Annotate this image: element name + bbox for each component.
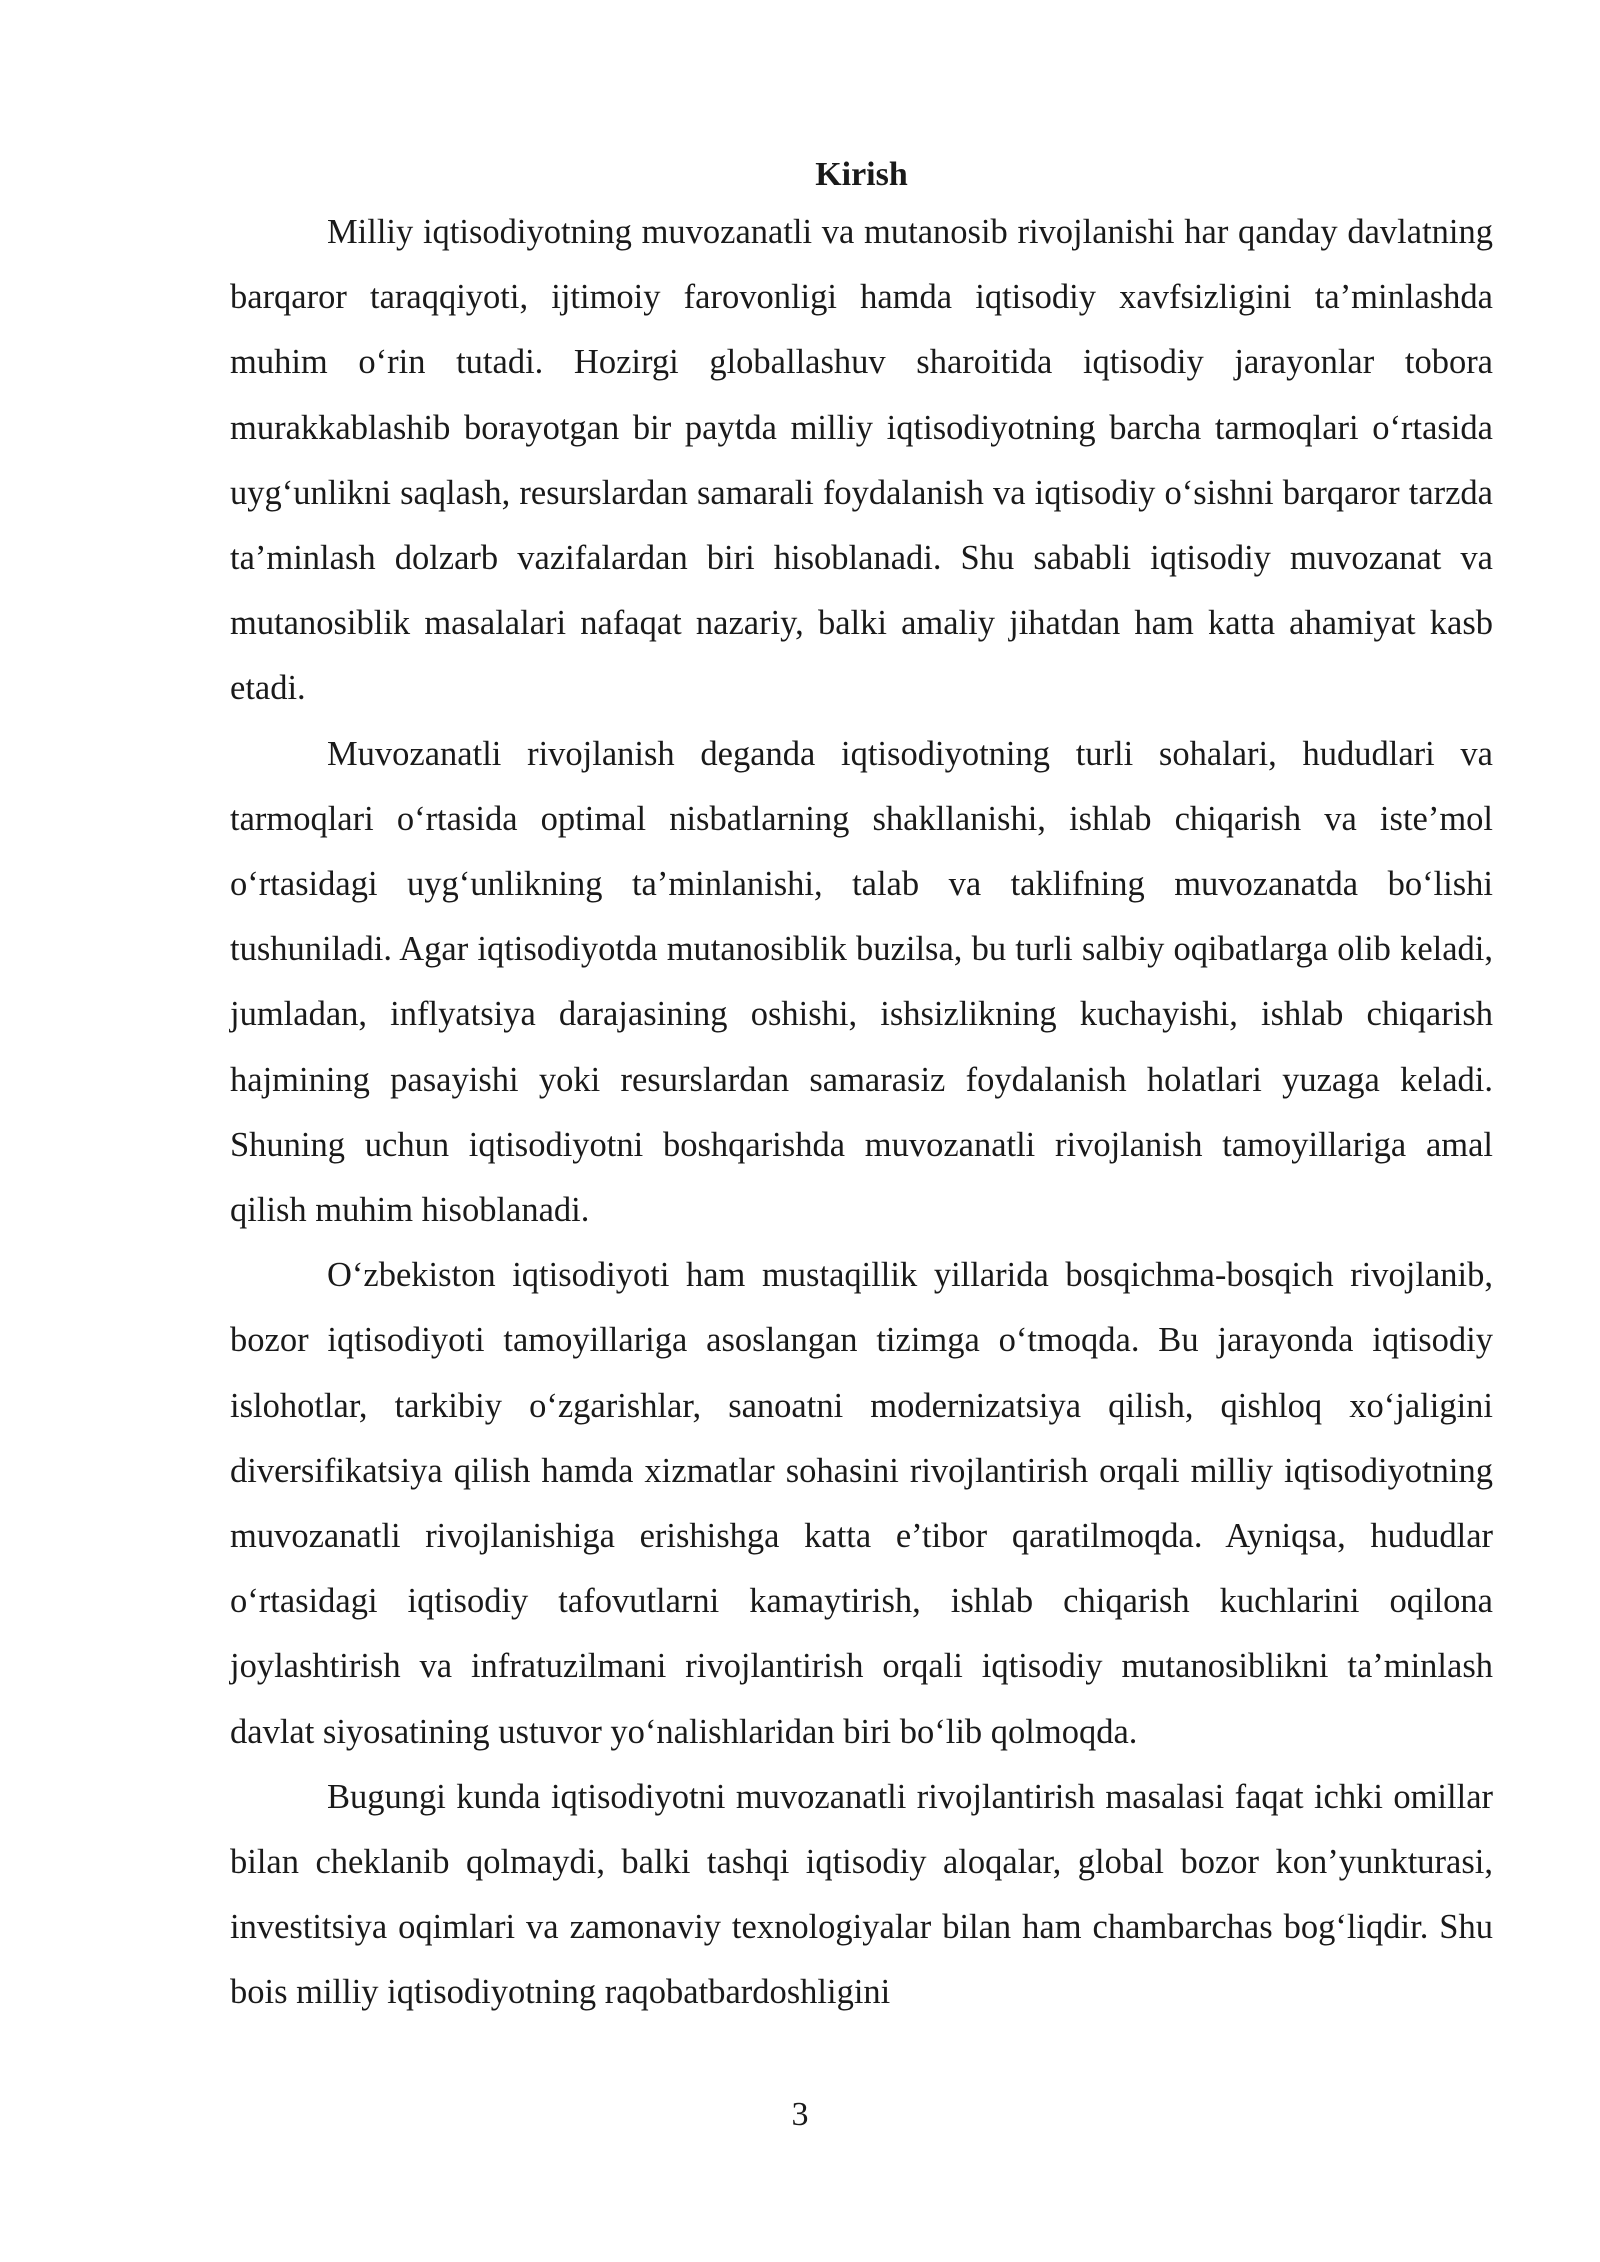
paragraph-2: Muvozanatli rivojlanish deganda iqtisodiyotning turli sohalari, hududlari va tarmoqlari o‘rtasida optimal nisbatlarning shakllanishi, ishlab chiqarish va iste’mol o‘rtasidagi uyg‘unlikning ta’minlanishi, talab va taklifning muvozanatda bo‘lishi tushuniladi. Agar iqtisodiyotda mutanosiblik buzilsa, bu turli salbiy oqibatlarga olib keladi, jumladan, inflyatsiya darajasining oshishi, ishsizlikning kuchayishi, ishlab chiqarish hajmining pasayishi yoki resurslardan samarasiz foydalanish holatlari yuzaga keladi. Shuning uchun iqtisodiyotni boshqarishda muvozanatli rivojlanish tamoyillariga amal qilish muhim hisoblanadi. [230, 734, 1493, 1230]
page-number: 3 [791, 2096, 809, 2133]
section-title: Kirish [815, 156, 908, 193]
paragraph-3: O‘zbekiston iqtisodiyoti ham mustaqillik yillarida bosqichma-bosqich rivojlanib, bozor iqtisodiyoti tamoyillariga asoslangan tizimga o‘tmoqda. Bu jarayonda iqtisodiy islohotlar, tarkibiy o‘zgarishlar, sanoatni modernizatsiya qilish, qishloq xo‘jaligini diversifikatsiya qilish hamda xizmatlar sohasini rivojlantirish orqali milliy iqtisodiyotning muvozanatli rivojlanishiga erishishga katta e’tibor qaratilmoqda. Ayniqsa, hududlar o‘rtasidagi iqtisodiy tafovutlarni kamaytirish, ishlab chiqarish kuchlarini oqilona joylashtirish va infratuzilmani rivojlantirish orqali iqtisodiy mutanosiblikni ta’minlash davlat siyosatining ustuvor yo‘nalishlaridan biri bo‘lib qolmoqda. [230, 1256, 1493, 1751]
paragraph-4: Bugungi kunda iqtisodiyotni muvozanatli rivojlantirish masalasi faqat ichki omillar bilan cheklanib qolmaydi, balki tashqi iqtisodiy aloqalar, global bozor kon’yunkturasi, investitsiya oqimlari va zamonaviy texnologiyalar bilan ham chambarchas bog‘liqdir. Shu bois milliy iqtisodiyotning raqobatbardoshligini [230, 1777, 1493, 2012]
document-page [230, 150, 1493, 2026]
paragraph-1: Milliy iqtisodiyotning muvozanatli va mutanosib rivojlanishi har qanday davlatning barqaror taraqqiyoti, ijtimoiy farovonligi hamda iqtisodiy xavfsizligini ta’minlashda muhim o‘rin tutadi. Hozirgi globallashuv sharoitida iqtisodiy jarayonlar tobora murakkablashib borayotgan bir paytda milliy iqtisodiyotning barcha tarmoqlari o‘rtasida uyg‘unlikni saqlash, resurslardan samarali foydalanish va iqtisodiy o‘sishni barqaror tarzda ta’minlash dolzarb vazifalardan biri hisoblanadi. Shu sababli iqtisodiy muvozanat va mutanosiblik masalalari nafaqat nazariy, balki amaliy jihatdan ham katta ahamiyat kasb etadi. [230, 213, 1493, 708]
